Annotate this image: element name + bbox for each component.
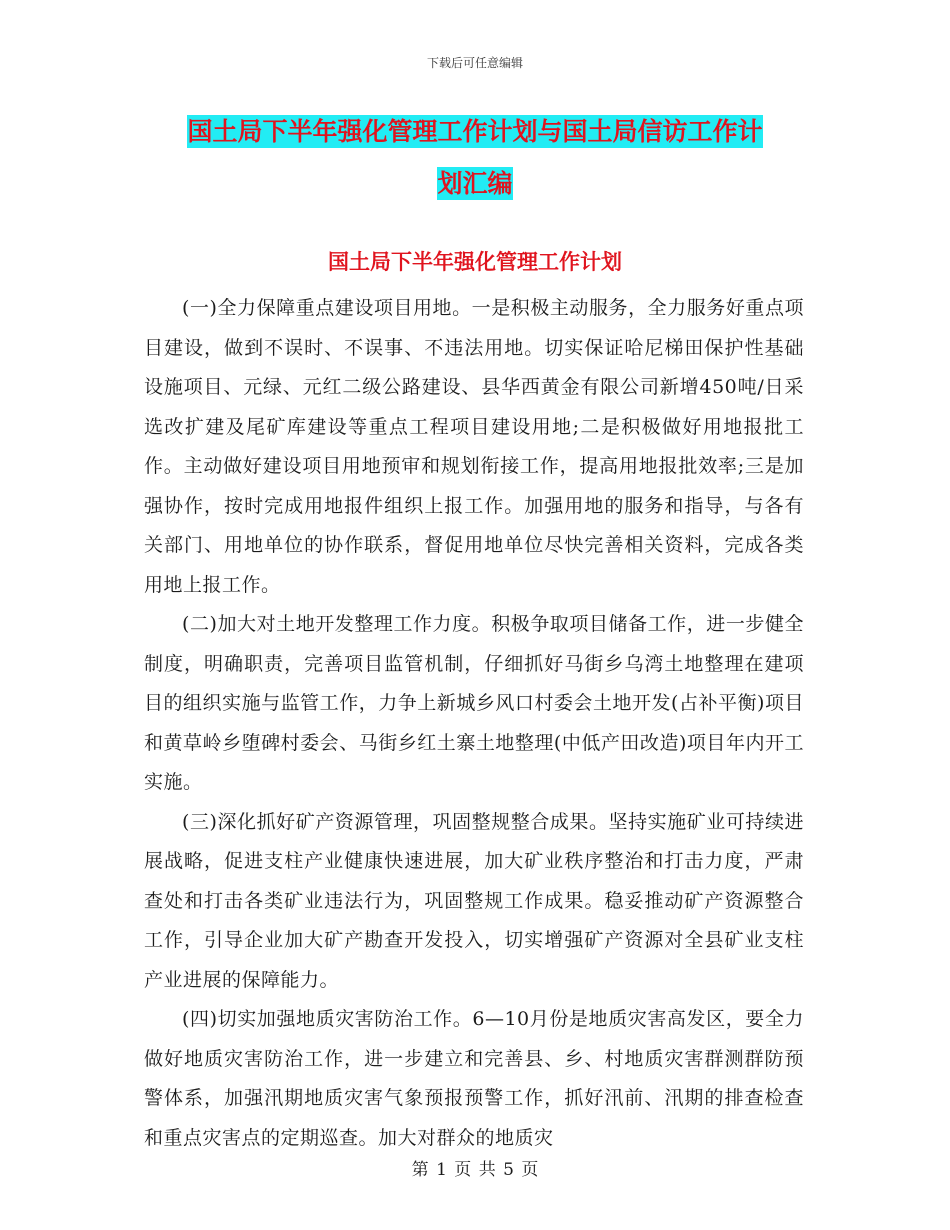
paragraph-4: (四)切实加强地质灾害防治工作。6—10月份是地质灾害高发区，要全力做好地质灾害防治工作，进一步建立和完善县、乡、村地质灾害群测群防预警体系，加强汛期地质灾害气象预报预警工作，抓好汛前、汛期的排查检查和重点灾害点的定期巡查。加大对群众的地质灾 <box>144 1008 804 1149</box>
document-title <box>150 106 800 210</box>
body-text <box>144 289 804 1158</box>
page-number: 第 1 页 共 5 页 <box>411 1160 539 1180</box>
document-title-line-1: 国土局下半年强化管理工作计划与国土局信访工作计 <box>187 117 763 146</box>
document-title-line-2: 划汇编 <box>437 169 513 198</box>
paragraph-2: (二)加大对土地开发整理工作力度。积极争取项目储备工作，进一步健全制度，明确职责，完善项目监管机制，仔细抓好马街乡乌湾土地整理在建项目的组织实施与监管工作，力争上新城乡风口村委会土地开发(占补平衡)项目和黄草岭乡堕碑村委会、马街乡红土寨土地整理(中低产田改造)项目年内开工实施。 <box>144 613 804 793</box>
page-header-note: 下载后可任意编辑 <box>426 56 523 70</box>
section-title: 国土局下半年强化管理工作计划 <box>328 250 622 274</box>
paragraph-3: (三)深化抓好矿产资源管理，巩固整规整合成果。坚持实施矿业可持续进展战略，促进支柱产业健康快速进展，加大矿业秩序整治和打击力度，严肃查处和打击各类矿业违法行为，巩固整规工作成果。稳妥推动矿产资源整合工作，引导企业加大矿产勘查开发投入，切实增强矿产资源对全县矿业支柱产业进展的保障能力。 <box>144 810 804 991</box>
paragraph-1: (一)全力保障重点建设项目用地。一是积极主动服务，全力服务好重点项目建设，做到不误时、不误事、不违法用地。切实保证哈尼梯田保护性基础设施项目、元绿、元红二级公路建设、县华西黄金有限公司新增450吨/日采选改扩建及尾矿库建设等重点工程项目建设用地;二是积极做好用地报批工作。主动做好建设项目用地预审和规划衔接工作，提高用地报批效率;三是加强协作，按时完成用地报件组织上报工作。加强用地的服务和指导，与各有关部门、用地单位的协作联系，督促用地单位尽快完善相关资料，完成各类用地上报工作。 <box>144 297 804 596</box>
